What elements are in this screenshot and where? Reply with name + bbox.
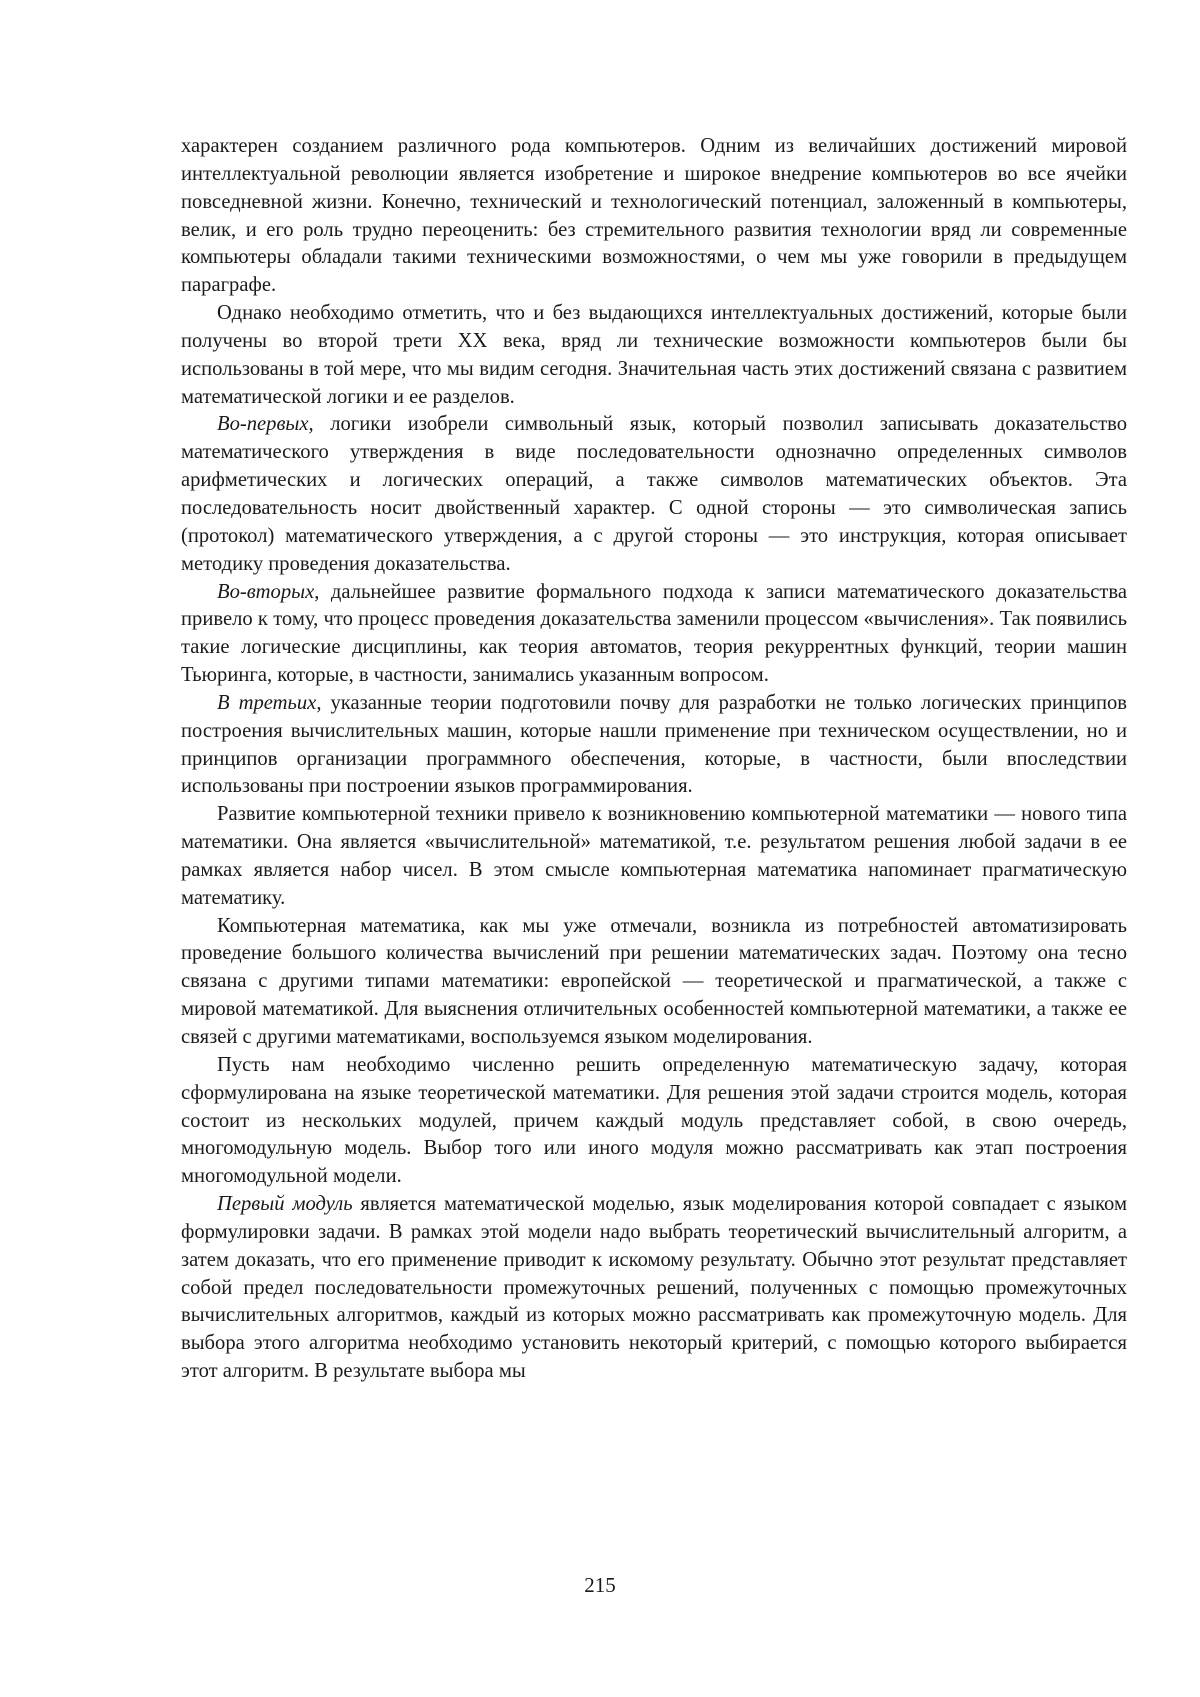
paragraph-1 (181, 133, 1127, 300)
paragraph-5-text: , указанные теории подготовили почву для разработки не только логических принципов построения вычислительных машин, которые нашли применение при техническом осуществлении, но и принципов организации программного обеспечения, которые, в частности, были впоследствии использованы при построении языков программирования. (181, 692, 1127, 798)
paragraph-9 (181, 1191, 1127, 1386)
paragraph-2-text: Однако необходимо отметить, что и без выдающихся интеллектуальных достижений, которые были получены во второй трети XX века, вряд ли технические возможности компьютеров были бы использованы в той мере, что мы видим сегодня. Значительная часть этих достижений связана с развитием математической логики и ее разделов. (181, 302, 1127, 408)
paragraph-7 (181, 913, 1127, 1052)
paragraph-5 (181, 690, 1127, 801)
paragraph-4 (181, 579, 1127, 690)
page-body (181, 133, 1127, 1386)
paragraph-7-text: Компьютерная математика, как мы уже отмечали, возникла из потребностей автоматизировать проведение большого количества вычислений при решении математических задач. Поэтому она тесно связана с другими типами математики: европейской — теоретической и прагматической, а также с мировой математикой. Для выяснения отличительных особенностей компьютерной математики, а также ее связей с другими математиками, воспользуемся языком моделирования. (181, 915, 1127, 1048)
paragraph-4-lead: Во-вторых (217, 581, 314, 603)
paragraph-6-text: Развитие компьютерной техники привело к возникновению компьютерной математики — нового типа математики. Она является «вычислительной» математикой, т.е. результатом решения любой задачи в ее рамках является набор чисел. В этом смысле компьютерная математика напоминает прагматическую математику. (181, 803, 1127, 909)
paragraph-1-text: характерен созданием различного рода компьютеров. Одним из величайших достижений мировой интеллектуальной революции является изобретение и широкое внедрение компьютеров во все ячейки повседневной жизни. Конечно, технический и технологический потенциал, заложенный в компьютеры, велик, и его роль трудно переоценить: без стремительного развития технологии вряд ли современные компьютеры обладали такими техническими возможностями, о чем мы уже говорили в предыдущем параграфе. (181, 135, 1127, 296)
paragraph-9-lead: Первый модуль (217, 1193, 353, 1215)
paragraph-8-text: Пусть нам необходимо численно решить определенную математическую задачу, которая сформулирована на языке теоретической математики. Для решения этой задачи строится модель, которая состоит из нескольких модулей, причем каждый модуль представляет собой, в свою очередь, многомодульную модель. Выбор того или иного модуля можно рассматривать как этап построения многомодульной модели. (181, 1054, 1127, 1187)
paragraph-9-text: является математической моделью, язык моделирования которой совпадает с языком формулировки задачи. В рамках этой модели надо выбрать теоретический вычислительный алгоритм, а затем доказать, что его применение приводит к искомому результату. Обычно этот результат представляет собой предел последовательности промежуточных решений, полученных с помощью промежуточных вычислительных алгоритмов, каждый из которых можно рассматривать как промежуточную модель. Для выбора этого алгоритма необходимо установить некоторый критерий, с помощью которого выбирается этот алгоритм. В результате выбора мы (181, 1193, 1127, 1382)
paragraph-8 (181, 1052, 1127, 1191)
paragraph-5-lead: В третьих (217, 692, 316, 714)
paragraph-6 (181, 801, 1127, 912)
paragraph-3-lead: Во-первых (217, 413, 309, 435)
paragraph-2 (181, 300, 1127, 411)
page-number: 215 (0, 1571, 1200, 1599)
paragraph-3 (181, 411, 1127, 578)
paragraph-4-text: , дальнейшее развитие формального подхода к записи математического доказательства привело к тому, что процесс проведения доказательства заменили процессом «вычисления». Так появились такие логические дисциплины, как теория автоматов, теория рекуррентных функций, теории машин Тьюринга, которые, в частности, занимались указанным вопросом. (181, 581, 1127, 687)
paragraph-3-text: , логики изобрели символьный язык, который позволил записывать доказательство математического утверждения в виде последовательности однозначно определенных символов арифметических и логических операций, а также символов математических объектов. Эта последовательность носит двойственный характер. С одной стороны — это символическая запись (протокол) математического утверждения, а с другой стороны — это инструкция, которая описывает методику проведения доказательства. (181, 413, 1127, 574)
